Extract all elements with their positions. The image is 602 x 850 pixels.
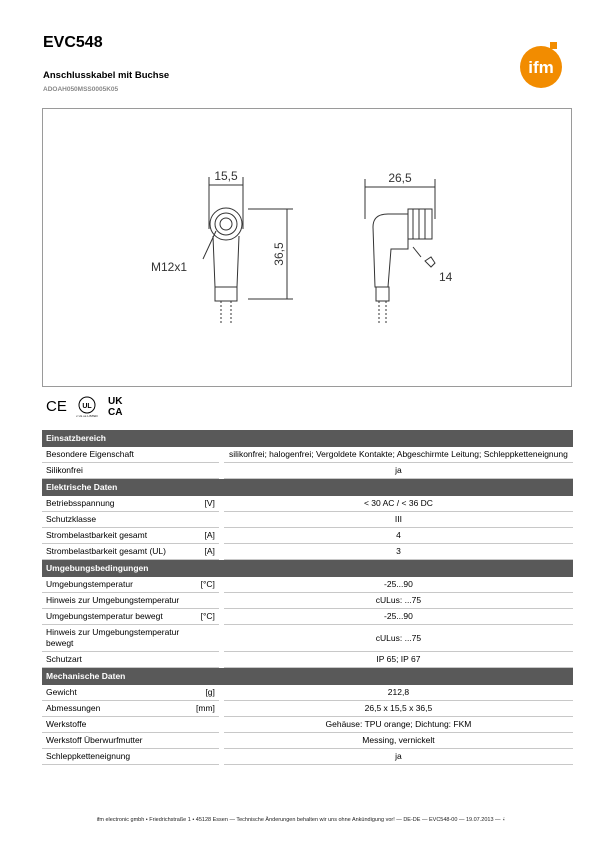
table-row xyxy=(42,447,573,463)
section-title: Elektrische Daten xyxy=(42,479,573,496)
table-row xyxy=(42,701,573,717)
row-unit xyxy=(192,463,219,479)
row-unit xyxy=(192,749,219,765)
product-title: EVC548 xyxy=(43,34,103,51)
row-unit: [g] xyxy=(192,685,219,701)
row-label: Silikonfrei xyxy=(42,463,192,479)
row-label: Hinweis zur Umgebungstemperatur xyxy=(42,593,192,609)
dimension-drawing xyxy=(42,108,572,387)
product-subtitle: Anschlusskabel mit Buchse xyxy=(43,70,170,81)
row-label: Besondere Eigenschaft xyxy=(42,447,192,463)
table-row xyxy=(42,577,573,593)
section-title: Umgebungsbedingungen xyxy=(42,560,573,577)
row-unit xyxy=(192,447,219,463)
ukca-line1: UK xyxy=(108,396,123,407)
section-title: Mechanische Daten xyxy=(42,668,573,685)
row-label: Betriebsspannung xyxy=(42,496,192,512)
section-header xyxy=(42,560,573,577)
row-value: IP 65; IP 67 xyxy=(224,652,573,668)
table-row xyxy=(42,749,573,765)
row-unit: [A] xyxy=(192,528,219,544)
dim-wrench: 14 xyxy=(439,270,453,284)
ul-mark-icon: c UL us LISTED xyxy=(76,414,98,418)
row-value: silikonfrei; halogenfrei; Vergoldete Kontakte; Abgeschirmte Leitung; Schleppketteneignung xyxy=(224,447,573,463)
row-label: Umgebungstemperatur bewegt xyxy=(42,609,192,625)
row-value: III xyxy=(224,512,573,528)
page-footer xyxy=(0,817,602,824)
table-row xyxy=(42,463,573,479)
row-label: Abmessungen xyxy=(42,701,192,717)
row-label: Gewicht xyxy=(42,685,192,701)
row-unit: [mm] xyxy=(192,701,219,717)
table-row xyxy=(42,544,573,560)
table-row xyxy=(42,717,573,733)
spec-table xyxy=(42,430,573,765)
dim-side-width: 26,5 xyxy=(388,171,412,185)
row-unit: [V] xyxy=(192,496,219,512)
footer-text: ifm electronic gmbh • Friedrichstraße 1 • 45128 Essen — Technische Änderungen behalten wir uns ohne Ankündigung vor! — DE-DE — EVC548-00 — 19.07.2013 — xyxy=(96,817,501,823)
row-label: Werkstoff Überwurfmutter xyxy=(42,733,192,749)
row-value: ja xyxy=(224,749,573,765)
row-label: Hinweis zur Umgebungstemperatur bewegt xyxy=(42,625,192,652)
ifm-logo-icon xyxy=(513,40,573,90)
row-value: < 30 AC / < 36 DC xyxy=(224,496,573,512)
section-header xyxy=(42,430,573,447)
row-unit xyxy=(192,717,219,733)
row-label: Umgebungstemperatur xyxy=(42,577,192,593)
section-header xyxy=(42,479,573,496)
svg-text:UL: UL xyxy=(82,403,92,410)
table-row xyxy=(42,625,573,652)
row-label: Schutzklasse xyxy=(42,512,192,528)
row-unit xyxy=(192,652,219,668)
table-row xyxy=(42,496,573,512)
table-row xyxy=(42,652,573,668)
table-row xyxy=(42,685,573,701)
dim-front-width: 15,5 xyxy=(214,169,238,183)
row-unit xyxy=(192,593,219,609)
row-label: Werkstoffe xyxy=(42,717,192,733)
row-value: 3 xyxy=(224,544,573,560)
row-value: 4 xyxy=(224,528,573,544)
row-label: Schleppketteneignung xyxy=(42,749,192,765)
table-row xyxy=(42,512,573,528)
row-unit: [A] xyxy=(192,544,219,560)
row-value: Messing, vernickelt xyxy=(224,733,573,749)
table-row xyxy=(42,593,573,609)
dim-front-height: 36,5 xyxy=(272,242,286,266)
row-unit xyxy=(192,512,219,528)
footer-mark-icon: ⍣ xyxy=(502,817,506,823)
table-row xyxy=(42,528,573,544)
certification-logos xyxy=(44,392,134,418)
row-value: 26,5 x 15,5 x 36,5 xyxy=(224,701,573,717)
row-value: 212,8 xyxy=(224,685,573,701)
row-label: Strombelastbarkeit gesamt xyxy=(42,528,192,544)
row-value: Gehäuse: TPU orange; Dichtung: FKM xyxy=(224,717,573,733)
table-row xyxy=(42,609,573,625)
row-value: ja xyxy=(224,463,573,479)
row-value: -25...90 xyxy=(224,577,573,593)
row-unit: [°C] xyxy=(192,577,219,593)
ukca-line2: CA xyxy=(108,407,123,418)
logo-text: ifm xyxy=(528,58,554,77)
row-unit xyxy=(192,733,219,749)
ce-mark-icon: CE xyxy=(46,398,67,415)
section-header xyxy=(42,668,573,685)
table-row xyxy=(42,733,573,749)
row-value: cULus: ...75 xyxy=(224,593,573,609)
row-unit: [°C] xyxy=(192,609,219,625)
section-title: Einsatzbereich xyxy=(42,430,573,447)
row-label: Schutzart xyxy=(42,652,192,668)
row-value: -25...90 xyxy=(224,609,573,625)
row-label: Strombelastbarkeit gesamt (UL) xyxy=(42,544,192,560)
product-code: ADOAH050MSS0005K05 xyxy=(43,86,119,93)
drawing-svg xyxy=(43,109,573,388)
dim-thread: M12x1 xyxy=(151,260,188,274)
row-value: cULus: ...75 xyxy=(224,625,573,652)
row-unit xyxy=(192,625,219,652)
